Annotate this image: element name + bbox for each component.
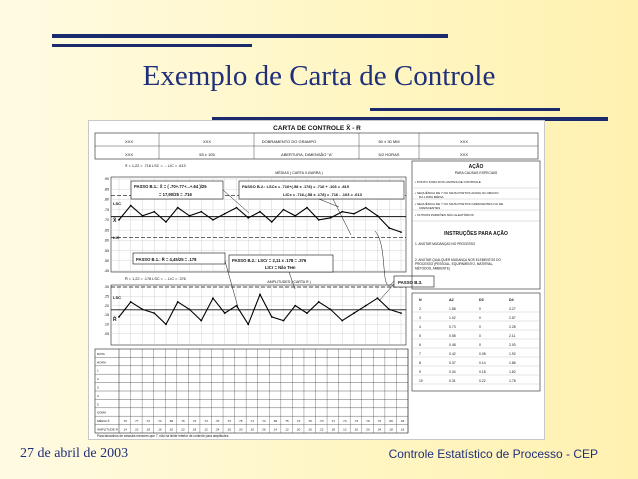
form-field-7: ABERTURA, DIMENSÃO "A"	[281, 152, 333, 157]
xbar-point	[224, 213, 226, 215]
table-mean-cell: .74	[157, 419, 162, 424]
xbar-tick-label: .90	[104, 177, 109, 182]
r-point	[142, 309, 144, 311]
r-lsc-label: LSC	[113, 295, 121, 300]
constants-cell: 0.37	[449, 361, 456, 365]
r-point	[377, 297, 379, 299]
table-range-cell: .20	[238, 427, 243, 432]
table-mean-cell: .72	[296, 419, 301, 424]
instrucoes-item: MÉTODOS, AMBIENTE)	[415, 266, 451, 271]
table-range-cell: .16	[157, 427, 162, 432]
callout-b1-r-text: PASSO B.1.: R̄ = 4,45/25 = .178	[136, 257, 197, 262]
xbar-tick-label: .70	[104, 218, 109, 223]
form-field-3: DOBRAMENTO DO GRAMPO	[261, 139, 317, 144]
xbar-point	[318, 219, 320, 221]
constants-cell: 2.57	[509, 316, 516, 320]
table-mean-cell: .66	[388, 419, 393, 424]
table-range-cell: .24	[215, 427, 220, 432]
callout-b1-xbar	[131, 181, 223, 199]
r-tick-label: .15	[104, 313, 109, 318]
xbar-tick-label: .60	[104, 238, 109, 243]
table-range-cell: .14	[272, 427, 278, 432]
instrucoes-title: INSTRUÇÕES PARA AÇÃO	[444, 231, 508, 237]
instrucoes-item: PROCESSO (PESSOAL, EQUIPAMENTO, MATERIAL,	[415, 262, 494, 267]
constants-cell: 2.11	[509, 334, 516, 338]
table-mean-cell: .73	[226, 419, 231, 424]
xbar-point	[400, 231, 402, 233]
instrucoes-item: 1. ANOTAR MUDANÇAS NO PROCESSO	[415, 242, 476, 246]
constants-header: A2	[449, 298, 454, 302]
constants-cell: 0.08	[479, 352, 486, 356]
r-point	[318, 301, 320, 303]
constants-cell: 9	[419, 370, 421, 374]
constants-cell: 6	[419, 343, 421, 347]
xbar-point	[283, 209, 285, 211]
callout-b2-r-line1: PASSO B.2.: LSCr = 2,11 x .178 = .376	[232, 258, 307, 263]
table-mean-cell: .75	[284, 419, 289, 424]
table-row-label: HORA	[97, 360, 106, 365]
callout-b1-r	[133, 253, 225, 264]
table-range-cell: .18	[388, 427, 393, 432]
table-range-cell: .22	[319, 427, 324, 432]
xbar-point	[236, 207, 238, 209]
r-point	[365, 305, 367, 307]
slide-footer: Controle Estatístico de Processo - CEP	[388, 447, 598, 461]
constants-cell: 0.22	[479, 379, 486, 383]
table-row-label: 5	[97, 402, 99, 407]
constants-cell: 0.34	[449, 370, 456, 374]
table-range-cell: .22	[180, 427, 185, 432]
constants-cell: 3.27	[509, 307, 516, 311]
table-mean-cell: .76	[365, 419, 370, 424]
constants-cell: 8	[419, 361, 421, 365]
acao-subtitle: PARA CAUSAS ESPECIAIS	[454, 171, 498, 175]
r-tick-label: .25	[104, 294, 109, 299]
r-point	[400, 312, 402, 314]
acao-item: • SEQUÊNCIA DE 7 OU MAIS PONTOS CRESCENTES OU DE	[415, 202, 504, 206]
control-chart-scan	[89, 121, 544, 439]
xbar-tick-label: .50	[104, 258, 109, 263]
table-range-cell: .14	[122, 427, 127, 432]
r-point	[330, 309, 332, 311]
acao-item-cont: DA LINHA MÉDIA	[419, 195, 444, 199]
form-field-2: XXX	[202, 139, 212, 144]
table-range-cell: .20	[296, 427, 301, 432]
xbar-formula-strip: X̄ = 1,22 = .716 LSC = ... LIC = .613	[125, 164, 186, 168]
r-point	[212, 297, 214, 299]
constants-cell: 0.73	[449, 325, 456, 329]
constants-cell: 0	[479, 343, 481, 347]
constants-cell: 0	[479, 334, 481, 338]
xbar-point	[377, 215, 379, 217]
table-row-label: DATA	[97, 351, 105, 356]
table-range-cell: .26	[261, 427, 266, 432]
table-mean-cell: .72	[377, 419, 382, 424]
r-point	[177, 301, 179, 303]
r-point	[200, 320, 202, 322]
r-tick-label: .05	[104, 331, 109, 336]
table-range-cell: .12	[342, 427, 347, 432]
constants-cell: 0	[479, 325, 481, 329]
xbar-point	[341, 211, 343, 213]
xbar-point	[388, 227, 390, 229]
table-row-label: MÉDIA X̄	[97, 419, 110, 424]
callout-b1-xbar-line2: = 17,90/25 = .716	[159, 192, 192, 197]
table-range-cell: .20	[365, 427, 370, 432]
r-point	[294, 305, 296, 307]
callout-b2-r	[229, 255, 333, 272]
table-mean-cell: .70	[122, 419, 127, 424]
xbar-point	[118, 219, 120, 221]
constants-cell: 5	[419, 334, 421, 338]
table-range-cell: .16	[400, 427, 405, 432]
xbar-tick-labels	[104, 177, 109, 273]
instrucoes-list	[415, 242, 501, 270]
form-field-1: XXX	[124, 139, 134, 144]
table-mean-cell: .69	[168, 419, 174, 424]
table-mean-cell: .74	[203, 419, 208, 424]
table-range-cell: .10	[249, 427, 255, 432]
table-row-label: 1	[97, 368, 99, 373]
xbar-point	[212, 219, 214, 221]
r-point	[189, 309, 191, 311]
r-tick-label: .20	[104, 303, 109, 308]
xbar-tick-label: .45	[104, 269, 109, 274]
table-range-cell: .18	[192, 427, 197, 432]
table-range-cell: .12	[284, 427, 289, 432]
table-range-cell: .18	[330, 427, 335, 432]
constants-cell: 0	[479, 316, 481, 320]
constants-cell: 7	[419, 352, 421, 356]
form-field-11: XXX	[459, 152, 469, 157]
r-grid	[111, 285, 406, 345]
r-point	[341, 320, 343, 322]
callout-b2-r-line2: LICr = Não Tem	[265, 265, 296, 270]
page-title: Exemplo de Carta de Controle	[142, 60, 496, 92]
table-range-cell: .24	[377, 427, 382, 432]
xbar-point	[365, 207, 367, 209]
xbar-point	[306, 207, 308, 209]
form-field-10: 5/2 HORAS	[378, 152, 400, 157]
table-row-label: SOMA	[97, 410, 107, 415]
acao-list	[412, 180, 540, 221]
r-point	[118, 316, 120, 318]
xbar-point	[353, 213, 355, 215]
ranges-label: AMPLITUDES ( CARTA R )	[267, 280, 311, 284]
xbar-point	[200, 211, 202, 213]
r-point	[224, 312, 226, 314]
table-mean-cell: .76	[238, 419, 243, 424]
xbar-point	[247, 217, 249, 219]
constants-cell: 2.00	[509, 343, 516, 347]
table-range-cell: .16	[226, 427, 231, 432]
bottom-note: Para tamanhos de amostra menores que 7, não há limite inferior de controle para amplitudes.	[97, 434, 230, 438]
xbar-tick-label: .65	[104, 228, 109, 233]
xbar-point	[177, 207, 179, 209]
xbar-point	[165, 221, 167, 223]
constants-cell: 2	[419, 307, 421, 311]
acao-item: • OUTROS PADRÕES NÃO ALEATÓRIOS	[415, 213, 474, 217]
constants-cell: 1.88	[449, 307, 456, 311]
acao-item-cont: CRESCENTES	[419, 206, 441, 210]
constants-cell: 0.18	[479, 370, 486, 374]
table-mean-cell: .71	[249, 419, 255, 424]
constants-table	[412, 298, 540, 384]
r-point	[283, 320, 285, 322]
callout-b3	[394, 276, 434, 287]
constants-cell: 1.78	[509, 379, 516, 383]
constants-cell: 4	[419, 325, 421, 329]
constants-cell: 1.82	[509, 370, 516, 374]
data-table-row-labels	[97, 352, 405, 432]
callout-b2-xbar-line2: LICx = .716-(.58 x .178) = .716 - .103 = .613	[283, 192, 362, 197]
chart-header: CARTA DE CONTROLE X̄ - R	[273, 125, 361, 132]
constants-cell: 0.14	[479, 361, 486, 365]
xbar-center-label: X̄	[113, 218, 117, 224]
xbar-point	[189, 215, 191, 217]
r-formula-strip: R̄ = 1,22 = .178 LSC = ... LIC = .376	[125, 277, 186, 281]
table-row-label: 4	[97, 393, 99, 398]
table-range-cell: .22	[134, 427, 139, 432]
acao-title: AÇÃO	[468, 164, 484, 170]
constants-header: N	[419, 298, 422, 302]
table-mean-cell: .77	[134, 419, 139, 424]
constants-cell: 1.92	[509, 352, 516, 356]
callout-b3-text: PASSO B.3.	[398, 280, 423, 285]
r-point	[388, 309, 390, 311]
xbar-point	[259, 211, 261, 213]
xbar-lic-label: LIC	[113, 235, 120, 240]
table-mean-cell: .76	[180, 419, 185, 424]
top-rule-long	[52, 34, 448, 38]
r-tick-label: .10	[104, 322, 109, 327]
table-mean-cell: .64	[400, 419, 405, 424]
form-field-8: 50 ± 30 MM	[378, 139, 400, 144]
xbar-tick-label: .85	[104, 187, 109, 192]
table-row-label: AMPLITUDE R	[97, 427, 118, 432]
xbar-tick-label: .55	[104, 248, 109, 253]
xbar-point	[142, 215, 144, 217]
xbar-tick-label: .75	[104, 207, 109, 212]
form-field-9: XXX	[459, 139, 469, 144]
constants-cell: 3	[419, 316, 421, 320]
constants-cell: 0.48	[449, 343, 456, 347]
table-range-cell: .12	[203, 427, 208, 432]
constants-cell: 0.42	[449, 352, 456, 356]
r-point	[247, 323, 249, 325]
r-tick-label: .30	[104, 285, 109, 290]
callout-b2-xbar	[239, 181, 404, 199]
table-mean-cell: .71	[330, 419, 335, 424]
table-row-label: 3	[97, 385, 99, 390]
xbar-point	[294, 215, 296, 217]
table-mean-cell: .74	[342, 419, 347, 424]
xbar-tick-label: .80	[104, 197, 109, 202]
xbar-point	[271, 221, 273, 223]
constants-cell: 1.86	[509, 361, 516, 365]
callout-b1-xbar-line1: PASSO B.1.: X̄ = ( .70+.77+...+.64 )/25	[134, 184, 207, 189]
xbar-lsc-label: LSC	[113, 201, 121, 206]
r-point	[259, 294, 261, 296]
r-point	[130, 301, 132, 303]
xbar-point	[153, 211, 155, 213]
table-mean-cell: .76	[307, 419, 312, 424]
means-label: MÉDIAS ( CARTA X-BARRA )	[275, 171, 323, 175]
table-mean-cell: .69	[272, 419, 278, 424]
instrucoes-item: 2. ANOTAR QUALQUER MUDANÇA NOS ELEMENTOS DO	[415, 258, 501, 262]
constants-cell: 1.02	[449, 316, 456, 320]
table-mean-cell: .74	[261, 419, 266, 424]
table-row-label: 2	[97, 377, 99, 382]
r-point	[165, 323, 167, 325]
table-mean-cell: .70	[215, 419, 220, 424]
r-point	[271, 316, 273, 318]
r-point	[153, 312, 155, 314]
form-field-6: 55 ± 105	[199, 152, 215, 157]
constants-cell: 0.58	[449, 334, 456, 338]
table-mean-cell: .72	[192, 419, 197, 424]
slide-date: 27 de abril de 2003	[20, 446, 129, 461]
form-field-4: XXX	[124, 152, 134, 157]
r-point	[306, 312, 308, 314]
constants-header: D3	[479, 298, 484, 302]
acao-item: • SEQUÊNCIA DE 7 OU MAIS PONTOS ACIMA OU ABAIXO	[415, 191, 499, 195]
acao-item: • PONTO FORA DOS LIMITES DE CONTROLE	[415, 180, 481, 184]
title-underline-short	[370, 108, 560, 111]
constants-cell: 0.31	[449, 379, 456, 383]
top-rule-short	[52, 44, 252, 47]
r-point	[353, 312, 355, 314]
table-mean-cell: .73	[353, 419, 359, 424]
constants-cell: 10	[419, 379, 423, 383]
control-chart-document	[88, 120, 545, 440]
constants-header: D4	[509, 298, 514, 302]
table-range-cell: .16	[353, 427, 359, 432]
r-tick-labels	[104, 285, 109, 336]
xbar-point	[130, 205, 132, 207]
table-mean-cell: .70	[319, 419, 324, 424]
xbar-point	[330, 217, 332, 219]
table-range-cell: .10	[168, 427, 174, 432]
table-mean-cell: .72	[145, 419, 150, 424]
constants-cell: 0	[479, 307, 481, 311]
callout-b2-xbar-line1: PASSO B.2.: LSCx = .716+(.58 x .178) = .716 + .103 = .819	[242, 184, 349, 189]
table-range-cell: .18	[145, 427, 150, 432]
constants-cell: 2.28	[509, 325, 516, 329]
table-range-cell: .16	[307, 427, 312, 432]
r-center-label: R̄	[113, 317, 117, 323]
